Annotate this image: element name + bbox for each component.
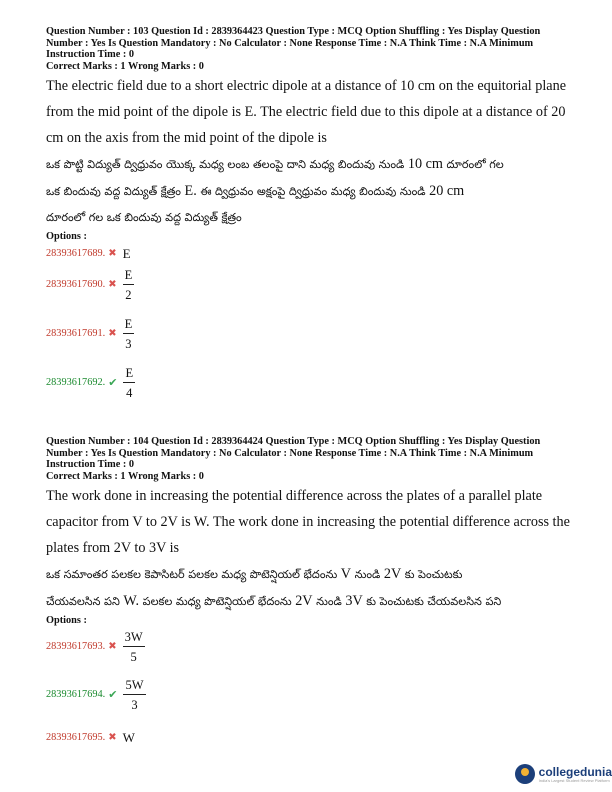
fraction-numerator: E [124, 316, 133, 331]
logo-icon [515, 764, 535, 784]
option-id: 28393617694. [46, 689, 106, 701]
fraction-denominator: 4 [126, 385, 133, 400]
question-meta: Question Number : 103 Question Id : 2839364423 Question Type : MCQ Option Shuffling : Yes Display Question Number : Yes Is Question Mandatory : No Calculator : None Response Time : N.A Think Time : N.A Minimum Instruction Time : 0 [46, 26, 541, 61]
option-1[interactable] [46, 630, 145, 664]
options-list [46, 626, 576, 756]
option-1[interactable] [46, 246, 131, 262]
telugu-segment: ఒక పొట్టి విద్యుత్ ద్విధ్రువం యొక్క మధ్య లంబ తలంపై దాని మధ్య బిందువు నుండి [46, 157, 405, 171]
fraction-numerator: 5W [125, 677, 144, 692]
option-fraction [123, 630, 145, 664]
options-list [46, 242, 576, 402]
question-text: The electric field due to a short electric dipole at a distance of 10 cm on the equitorial plane from the mid point of the dipole is E. The electric field due to this dipole at a distance of 20 cm on the axis from the mid point of the dipole is [46, 77, 566, 146]
fraction-denominator: 3 [125, 336, 132, 351]
question-text-telugu-line-2 [46, 588, 576, 615]
fraction-denominator: 5 [130, 649, 137, 664]
option-fraction [123, 366, 135, 400]
options-label: Options : [46, 614, 87, 626]
question-text-telugu-line-2 [46, 178, 576, 205]
telugu-segment: నుండి [316, 594, 342, 608]
correct-icon: ✔ [108, 376, 118, 390]
telugu-segment: ఒక సమాంతర పలకల కెపాసిటర్ పలకల మధ్య పొటెన్షియల్ భేదంను [46, 567, 338, 581]
option-id: 28393617693. [46, 641, 106, 653]
question-text-telugu-line-3: దూరంలో గల ఒక బిందువు వద్ద విద్యుత్ క్షేత్రం [46, 210, 242, 224]
fraction-denominator: 2 [125, 287, 132, 302]
telugu-segment: కు పెంచుటకు చేయవలసిన పని [366, 594, 502, 608]
telugu-segment-en: W. [123, 592, 140, 609]
option-id: 28393617692. [46, 377, 106, 389]
telugu-segment-en: V [340, 565, 352, 582]
wrong-icon: ✖ [108, 328, 117, 340]
telugu-segment-en: 2V [383, 565, 402, 582]
logo-text-block [539, 766, 612, 783]
telugu-segment: చేయవలసిన పని [46, 594, 120, 608]
telugu-segment-en: 2V [295, 592, 313, 609]
question-104 [46, 436, 576, 756]
telugu-segment-en: E. [184, 182, 197, 199]
telugu-segment-en: 3V [345, 592, 363, 609]
fraction-numerator: E [124, 267, 133, 282]
telugu-segment-en: 10 cm [407, 155, 443, 172]
option-2[interactable] [46, 268, 134, 302]
option-id: 28393617695. [46, 732, 106, 744]
option-value: E [122, 245, 131, 261]
collegedunia-logo [515, 764, 612, 784]
option-fraction [123, 317, 135, 351]
correct-icon: ✔ [108, 688, 118, 702]
option-3[interactable] [46, 730, 135, 746]
wrong-icon: ✖ [108, 279, 117, 291]
question-text-telugu-line-1 [46, 561, 576, 588]
option-id: 28393617689. [46, 248, 106, 260]
options-label: Options : [46, 230, 87, 242]
telugu-segment-en: 20 cm [429, 182, 465, 199]
question-marks: Correct Marks : 1 Wrong Marks : 0 [46, 470, 204, 482]
telugu-segment: దూరంలో గల [446, 157, 504, 171]
telugu-segment: కు పెంచుటకు [404, 567, 463, 581]
question-103 [46, 26, 576, 402]
logo-tagline: India's Largest Student Review Platform [538, 777, 610, 783]
wrong-icon: ✖ [108, 641, 117, 653]
option-4[interactable] [46, 366, 135, 400]
wrong-icon: ✖ [108, 732, 117, 744]
option-id: 28393617691. [46, 328, 106, 340]
fraction-numerator: 3W [124, 629, 143, 644]
option-fraction [123, 678, 145, 712]
option-id: 28393617690. [46, 279, 106, 291]
wrong-icon: ✖ [108, 248, 117, 260]
question-text-telugu-line-1 [46, 151, 576, 178]
option-fraction [123, 268, 135, 302]
question-meta: Question Number : 104 Question Id : 2839364424 Question Type : MCQ Option Shuffling : Yes Display Question Number : Yes Is Question Mandatory : No Calculator : None Response Time : N.A Think Time : N.A Minimum Instruction Time : 0 [46, 436, 541, 471]
logo-name: collegedunia [538, 764, 612, 779]
question-marks: Correct Marks : 1 Wrong Marks : 0 [46, 60, 204, 72]
fraction-denominator: 3 [131, 697, 138, 712]
telugu-segment: ఒక బిందువు వద్ద విద్యుత్ క్షేత్రం [46, 184, 181, 198]
telugu-segment: నుండి [354, 567, 381, 581]
option-3[interactable] [46, 317, 134, 351]
option-2[interactable] [46, 678, 146, 712]
question-text: The work done in increasing the potential difference across the plates of a parallel plate capacitor from V to 2V is W. The work done in increasing the potential difference across the plates from 2V to 3V is [46, 487, 570, 556]
option-value: W [122, 729, 135, 745]
telugu-segment: ఈ ద్విధ్రువం అక్షంపై ద్విధ్రువం మధ్య బిందువు నుండి [200, 184, 426, 198]
fraction-numerator: E [125, 365, 134, 380]
telugu-segment: పలకల మధ్య పొటెన్షియల్ భేదంను [142, 594, 292, 608]
